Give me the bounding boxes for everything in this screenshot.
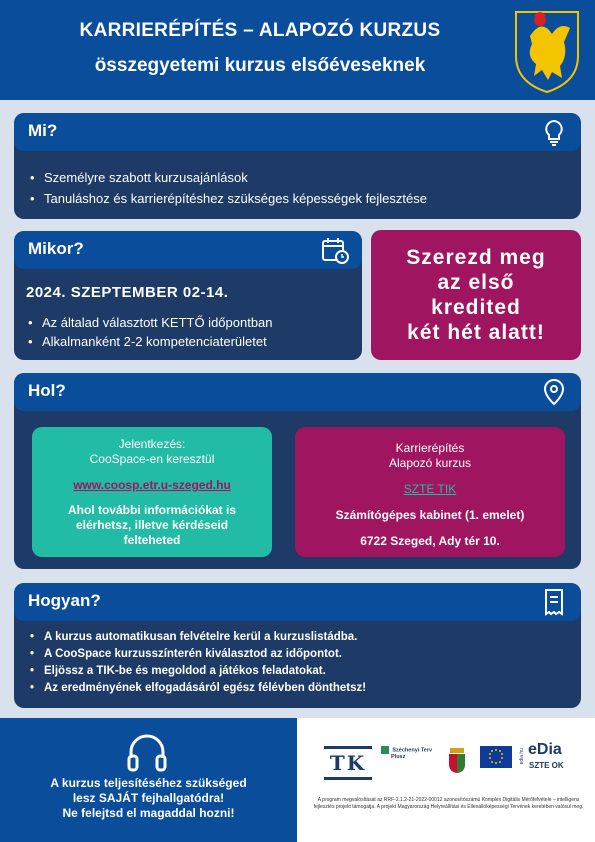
registration-label: Jelentkezés: [118,437,186,451]
list-item: • Személyre szabott kurzusajánlások [28,167,427,188]
how-list [28,629,366,697]
szechenyi-logo [381,746,437,776]
list-item: • Eljössz a TIK-be és megoldod a játékos feladatokat. [28,663,366,680]
szechenyi-text: Plusz [391,754,406,760]
eu-flag-icon [480,746,512,768]
edia-subtitle: SZTE OK [529,761,564,770]
address-text: 6722 Szeged, Ady tér 10. [360,534,500,548]
receipt-icon [539,587,569,617]
list-item: • Alkalmanként 2-2 kompetenciaterületet [26,332,273,351]
tk-logo: TK [324,746,372,780]
what-section-header [14,113,581,151]
when-heading: Mikor? [28,239,84,258]
edia-side-text: edia.hu [519,748,525,765]
how-section-header [14,583,581,621]
lightbulb-icon [539,117,569,147]
szechenyi-mark-icon [381,746,389,754]
list-item: • A CooSpace kurzusszínterén kiválasztod az időpontot. [28,646,366,663]
promo-line: Szerezd meg [406,246,546,269]
szte-tik-link[interactable]: SZTE TIK [403,482,457,496]
registration-note: felteheted [123,533,181,547]
szechenyi-text: Széchenyi Terv [392,747,433,754]
promo-line: kredited [431,296,521,319]
list-item: • Az általad választott KETTŐ időpontban [26,313,273,332]
funding-fine-print: A program megvalósítását az RRF-2.1.2-21-2022-00012 azonosítószámú Komplex Digitális Mérőfelvétele – intelligens fejlesztés projekt támogatja. A projekt Magyarország Helyreállítási és Ellenállóképességi Tervének keretében valósul meg. [313,797,584,810]
headphones-icon [125,730,169,774]
registration-box [32,427,272,557]
list-item: • Az eredményének elfogadásáról egész félévben dönthetsz! [28,680,366,697]
notice-line: Ne felejtsd el magaddal hozni! [62,806,235,820]
list-item: • Tanuláshoz és karrierépítéshez szükséges képességek fejlesztése [28,188,427,209]
calendar-clock-icon [320,235,350,265]
list-item: • A kurzus automatikusan felvételre kerül a kurzuslistádba. [28,629,366,646]
headphones-notice [0,776,297,821]
what-section [14,113,581,219]
hungarian-coat-of-arms-icon [446,746,468,774]
how-heading: Hogyan? [28,591,101,610]
where-heading: Hol? [28,381,66,400]
room-text: Számítógépes kabinet (1. emelet) [335,508,525,522]
when-section [14,231,362,360]
promo-line: az első [437,271,515,294]
coospace-link[interactable]: www.coosp.etr.u-szeged.hu [73,478,231,492]
when-date: 2024. SZEPTEMBER 02-14. [26,284,229,301]
szte-dragon-logo-icon [512,6,582,94]
registration-note: Ahol további információkat is [67,503,237,517]
course-name: Alapozó kurzus [388,456,472,470]
when-list [26,313,273,351]
notice-line: A kurzus teljesítéséhez szükséged [50,776,247,790]
registration-method: CooSpace-en keresztül [89,452,215,466]
header-banner [0,0,595,100]
notice-line: lesz SAJÁT fejhallgatódra! [72,791,225,805]
what-list [28,167,427,209]
what-heading: Mi? [28,121,58,140]
where-section-header [14,373,581,411]
edia-logo: eDia [528,741,562,758]
when-section-header [14,231,362,269]
registration-note: elérhetsz, illetve kérdéseid [75,518,229,532]
location-pin-icon [539,377,569,407]
credit-promo-box [371,230,581,360]
location-box [295,427,565,557]
how-section [14,583,581,708]
page-subtitle: összegyetemi kurzus elsőéveseknek [94,55,426,76]
sponsor-area [297,718,595,842]
course-name: Karrierépítés [395,441,465,455]
promo-line: két hét alatt! [407,321,545,344]
page-title: KARRIERÉPÍTÉS – ALAPOZÓ KURZUS [79,20,441,41]
